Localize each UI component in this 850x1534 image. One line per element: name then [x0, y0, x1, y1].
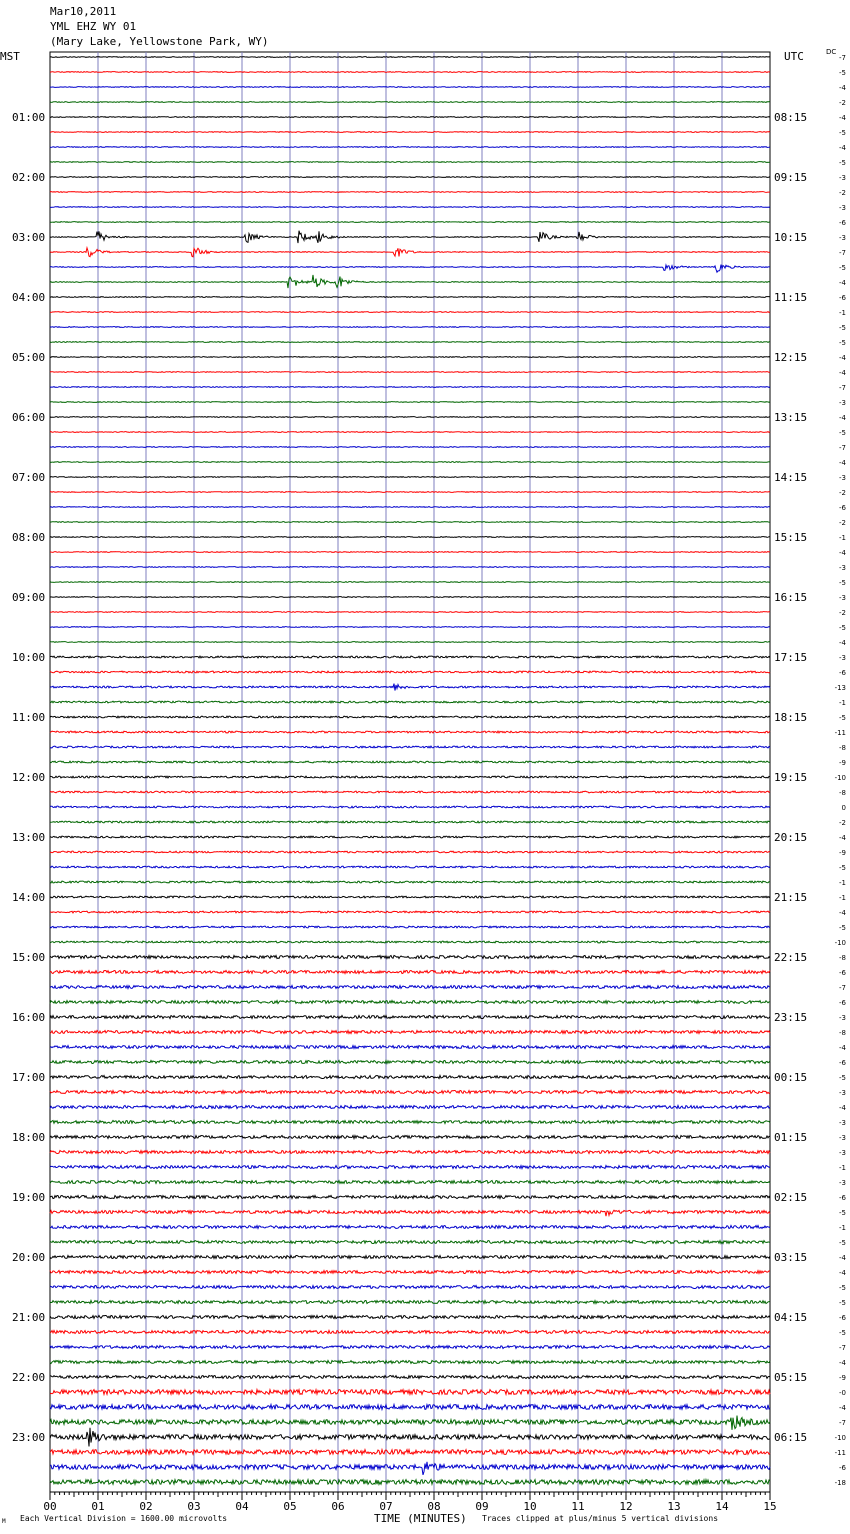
utc-hour-label: 15:15 [774, 531, 808, 544]
dc-offset-label: -2 [839, 819, 846, 827]
seismic-trace [50, 387, 770, 388]
dc-offset-label: -5 [839, 1074, 846, 1082]
seismic-trace [50, 656, 770, 658]
seismic-trace [50, 417, 770, 418]
dc-offset-label: -4 [839, 114, 846, 122]
seismic-trace [50, 275, 770, 288]
mst-hour-label: 05:00 [12, 351, 46, 364]
seismic-trace [50, 716, 770, 718]
dc-offset-label: -5 [839, 339, 846, 347]
dc-offset-label: -4 [839, 1254, 846, 1262]
mst-hour-label: 20:00 [12, 1251, 46, 1264]
seismic-trace [50, 357, 770, 358]
dc-offset-label: -1 [839, 699, 846, 707]
seismic-trace [50, 1331, 770, 1334]
x-tick-label: 14 [715, 1500, 729, 1513]
dc-offset-label: -3 [839, 174, 846, 182]
dc-offset-label: -3 [839, 399, 846, 407]
dc-offset-label: -5 [839, 1209, 846, 1217]
dc-offset-label: -3 [839, 594, 846, 602]
mst-hour-label: 07:00 [12, 471, 46, 484]
seismic-trace [50, 477, 770, 478]
x-tick-label: 08 [427, 1500, 441, 1513]
mst-hour-label: 01:00 [12, 111, 46, 124]
dc-offset-label: -5 [839, 1239, 846, 1247]
seismic-trace [50, 462, 770, 463]
seismic-trace [50, 1091, 770, 1094]
dc-offset-label: -13 [834, 684, 846, 692]
seismic-trace [50, 177, 770, 178]
seismic-trace [50, 1256, 770, 1259]
plot-frame [50, 52, 770, 1492]
seismic-trace [50, 1106, 770, 1109]
seismic-trace [50, 731, 770, 733]
utc-hour-label: 02:15 [774, 1191, 808, 1204]
seismic-trace [50, 1061, 770, 1064]
seismic-trace [50, 567, 770, 568]
utc-hour-label: 16:15 [774, 591, 808, 604]
mst-hour-label: 18:00 [12, 1131, 46, 1144]
dc-offset-label: -5 [839, 1329, 846, 1337]
dc-offset-label: -5 [839, 264, 846, 272]
seismic-trace [50, 312, 770, 313]
dc-offset-label: -1 [839, 309, 846, 317]
dc-offset-label: -4 [839, 1359, 846, 1367]
seismic-trace [50, 956, 770, 959]
mst-hour-label: 10:00 [12, 651, 46, 664]
utc-hour-label: 19:15 [774, 771, 808, 784]
dc-offset-label: -6 [839, 1059, 846, 1067]
mst-hour-label: 03:00 [12, 231, 46, 244]
dc-offset-label: -7 [839, 444, 846, 452]
dc-offset-label: -5 [839, 159, 846, 167]
seismic-trace [50, 248, 770, 257]
dc-offset-label: -5 [839, 324, 846, 332]
seismic-trace [50, 806, 770, 808]
dc-offset-label: -10 [834, 1434, 846, 1442]
seismic-trace [50, 132, 770, 133]
dc-offset-label: -3 [839, 234, 846, 242]
mst-hour-label: 14:00 [12, 891, 46, 904]
seismic-trace [50, 522, 770, 523]
seismic-trace [50, 192, 770, 193]
seismic-trace [50, 1166, 770, 1169]
x-tick-label: 10 [523, 1500, 537, 1513]
seismic-trace [50, 1241, 770, 1244]
utc-hour-label: 09:15 [774, 171, 808, 184]
seismic-trace [50, 941, 770, 943]
dc-offset-label: -4 [839, 459, 846, 467]
seismic-trace [50, 1428, 770, 1447]
seismic-trace [50, 684, 770, 691]
mst-hour-label: 15:00 [12, 951, 46, 964]
dc-offset-label: -6 [839, 504, 846, 512]
seismic-trace [50, 117, 770, 118]
seismic-trace [50, 492, 770, 493]
seismic-trace [50, 1136, 770, 1139]
corner-mark: M [2, 1518, 6, 1525]
seismic-trace [50, 926, 770, 928]
seismic-trace [50, 102, 770, 103]
x-tick-label: 01 [91, 1500, 105, 1513]
seismic-trace [50, 537, 770, 538]
seismic-trace [50, 1301, 770, 1304]
seismic-trace [50, 1016, 770, 1019]
x-axis-title: TIME (MINUTES) [374, 1512, 467, 1525]
seismic-trace [50, 1390, 770, 1395]
dc-offset-label: -6 [839, 1314, 846, 1322]
dc-offset-label: -4 [839, 84, 846, 92]
dc-offset-label: -7 [839, 984, 846, 992]
dc-offset-label: -1 [839, 1224, 846, 1232]
dc-offset-label: -9 [839, 1374, 846, 1382]
seismic-trace [50, 1361, 770, 1364]
dc-offset-label: -5 [839, 1299, 846, 1307]
seismic-trace [50, 222, 770, 223]
mst-hour-label: 16:00 [12, 1011, 46, 1024]
dc-offset-label: -7 [839, 384, 846, 392]
seismic-trace [50, 1046, 770, 1049]
dc-offset-label: -4 [839, 1104, 846, 1112]
seismic-trace [50, 402, 770, 403]
seismic-trace [50, 87, 770, 88]
seismic-trace [50, 162, 770, 163]
dc-label: DC [826, 48, 837, 56]
right-axis-title: UTC [784, 50, 804, 63]
seismic-trace [50, 642, 770, 643]
dc-offset-label: -5 [839, 129, 846, 137]
seismic-trace [50, 836, 770, 838]
seismic-trace [50, 776, 770, 778]
dc-offset-label: -7 [839, 249, 846, 257]
utc-hour-label: 13:15 [774, 411, 808, 424]
dc-offset-label: -5 [839, 924, 846, 932]
seismic-trace [50, 1316, 770, 1319]
seismic-trace [50, 507, 770, 508]
dc-offset-label: -2 [839, 609, 846, 617]
dc-offset-label: -8 [839, 954, 846, 962]
x-tick-label: 02 [139, 1500, 153, 1513]
dc-offset-label: -8 [839, 1029, 846, 1037]
seismic-trace [50, 265, 770, 273]
dc-offset-label: -11 [834, 729, 846, 737]
dc-offset-label: -6 [839, 669, 846, 677]
dc-offset-label: -4 [839, 1044, 846, 1052]
seismic-trace [50, 911, 770, 913]
mst-hour-label: 11:00 [12, 711, 46, 724]
seismic-trace [50, 447, 770, 448]
seismic-trace [50, 1196, 770, 1199]
dc-offset-label: -5 [839, 1284, 846, 1292]
seismic-trace [50, 746, 770, 748]
clip-note: Traces clipped at plus/minus 5 vertical divisions [482, 1514, 719, 1523]
seismic-trace [50, 1346, 770, 1349]
seismic-trace [50, 342, 770, 343]
record-date: Mar10,2011 [50, 5, 117, 18]
dc-offset-label: -6 [839, 294, 846, 302]
mst-hour-label: 08:00 [12, 531, 46, 544]
mst-hour-label: 21:00 [12, 1311, 46, 1324]
dc-offset-label: -10 [834, 774, 846, 782]
dc-offset-label: -7 [839, 54, 846, 62]
dc-offset-label: -6 [839, 999, 846, 1007]
seismic-trace [50, 1151, 770, 1154]
seismic-trace [50, 1480, 770, 1485]
seismic-trace [50, 72, 770, 73]
seismic-trace [50, 821, 770, 823]
dc-offset-label: -6 [839, 1464, 846, 1472]
dc-offset-label: -4 [839, 909, 846, 917]
dc-offset-label: -4 [839, 369, 846, 377]
left-axis-title: MST [0, 50, 20, 63]
utc-hour-label: 11:15 [774, 291, 808, 304]
x-tick-label: 11 [571, 1500, 585, 1513]
x-tick-label: 05 [283, 1500, 297, 1513]
seismic-trace [50, 896, 770, 898]
dc-offset-label: -4 [839, 414, 846, 422]
utc-hour-label: 03:15 [774, 1251, 808, 1264]
mst-hour-label: 02:00 [12, 171, 46, 184]
dc-offset-label: -5 [839, 624, 846, 632]
mst-hour-label: 13:00 [12, 831, 46, 844]
seismic-trace [50, 1416, 770, 1430]
dc-offset-label: -1 [839, 894, 846, 902]
mst-hour-label: 23:00 [12, 1431, 46, 1444]
dc-offset-label: -4 [839, 1269, 846, 1277]
seismic-trace [50, 1226, 770, 1229]
dc-offset-label: -5 [839, 69, 846, 77]
utc-hour-label: 04:15 [774, 1311, 808, 1324]
dc-offset-label: -7 [839, 1419, 846, 1427]
dc-offset-label: -3 [839, 1119, 846, 1127]
x-tick-label: 13 [667, 1500, 681, 1513]
utc-hour-label: 22:15 [774, 951, 808, 964]
seismic-trace [50, 582, 770, 583]
seismic-trace [50, 851, 770, 853]
seismic-trace [50, 1076, 770, 1079]
seismic-trace [50, 761, 770, 763]
dc-offset-label: -4 [839, 834, 846, 842]
dc-offset-label: -6 [839, 969, 846, 977]
seismic-trace [50, 971, 770, 974]
utc-hour-label: 10:15 [774, 231, 808, 244]
dc-offset-label: -3 [839, 1179, 846, 1187]
mst-hour-label: 09:00 [12, 591, 46, 604]
seismic-trace [50, 1181, 770, 1184]
seismic-trace [50, 701, 770, 703]
station-location: (Mary Lake, Yellowstone Park, WY) [50, 35, 269, 48]
dc-offset-label: -2 [839, 189, 846, 197]
dc-offset-label: -5 [839, 714, 846, 722]
dc-offset-label: -11 [834, 1449, 846, 1457]
seismic-trace [50, 597, 770, 598]
seismic-trace [50, 627, 770, 628]
seismic-trace [50, 1376, 770, 1379]
mst-hour-label: 19:00 [12, 1191, 46, 1204]
dc-offset-label: -3 [839, 1014, 846, 1022]
dc-offset-label: -3 [839, 564, 846, 572]
dc-offset-label: -4 [839, 639, 846, 647]
seismic-trace [50, 147, 770, 148]
dc-offset-label: -18 [834, 1479, 846, 1487]
utc-hour-label: 18:15 [774, 711, 808, 724]
x-tick-label: 07 [379, 1500, 393, 1513]
mst-hour-label: 06:00 [12, 411, 46, 424]
seismic-trace [50, 432, 770, 433]
mst-hour-label: 22:00 [12, 1371, 46, 1384]
x-tick-label: 12 [619, 1500, 633, 1513]
dc-offset-label: -2 [839, 489, 846, 497]
mst-hour-label: 17:00 [12, 1071, 46, 1084]
seismic-trace [50, 372, 770, 373]
dc-offset-label: -4 [839, 1404, 846, 1412]
seismic-trace [50, 866, 770, 868]
utc-hour-label: 00:15 [774, 1071, 808, 1084]
seismic-trace [50, 1001, 770, 1004]
seismic-trace [50, 1286, 770, 1289]
dc-offset-label: -10 [834, 939, 846, 947]
dc-offset-label: -1 [839, 879, 846, 887]
dc-offset-label: -3 [839, 1089, 846, 1097]
dc-offset-label: -5 [839, 864, 846, 872]
seismic-trace [50, 57, 770, 58]
seismic-trace [50, 1271, 770, 1274]
utc-hour-label: 21:15 [774, 891, 808, 904]
utc-hour-label: 23:15 [774, 1011, 808, 1024]
seismic-trace [50, 1031, 770, 1034]
x-tick-label: 00 [43, 1500, 57, 1513]
dc-offset-label: -1 [839, 1164, 846, 1172]
x-tick-label: 09 [475, 1500, 489, 1513]
dc-offset-label: -8 [839, 744, 846, 752]
utc-hour-label: 17:15 [774, 651, 808, 664]
dc-offset-label: -2 [839, 519, 846, 527]
dc-offset-label: -5 [839, 429, 846, 437]
dc-offset-label: -0 [839, 1389, 846, 1397]
x-tick-label: 04 [235, 1500, 249, 1513]
dc-offset-label: -9 [839, 759, 846, 767]
utc-hour-label: 01:15 [774, 1131, 808, 1144]
seismic-trace [50, 612, 770, 613]
seismic-trace [50, 327, 770, 328]
seismic-trace [50, 1405, 770, 1410]
utc-hour-label: 20:15 [774, 831, 808, 844]
dc-offset-label: -4 [839, 279, 846, 287]
dc-offset-label: -3 [839, 474, 846, 482]
utc-hour-label: 06:15 [774, 1431, 808, 1444]
x-tick-label: 15 [763, 1500, 777, 1513]
seismic-trace [50, 552, 770, 553]
dc-offset-label: -7 [839, 1344, 846, 1352]
mst-hour-label: 04:00 [12, 291, 46, 304]
seismic-trace [50, 1450, 770, 1455]
mst-hour-label: 12:00 [12, 771, 46, 784]
dc-offset-label: -4 [839, 144, 846, 152]
dc-offset-label: -9 [839, 849, 846, 857]
dc-offset-label: -4 [839, 354, 846, 362]
seismic-trace [50, 231, 770, 243]
dc-offset-label: -3 [839, 204, 846, 212]
x-tick-label: 06 [331, 1500, 345, 1513]
dc-offset-label: -6 [839, 219, 846, 227]
utc-hour-label: 14:15 [774, 471, 808, 484]
seismic-trace [50, 1121, 770, 1124]
seismic-trace [50, 881, 770, 883]
utc-hour-label: 08:15 [774, 111, 808, 124]
dc-offset-label: -5 [839, 579, 846, 587]
dc-offset-label: -3 [839, 1149, 846, 1157]
dc-offset-label: -3 [839, 654, 846, 662]
utc-hour-label: 12:15 [774, 351, 808, 364]
dc-offset-label: -8 [839, 789, 846, 797]
seismic-trace [50, 671, 770, 673]
dc-offset-label: -4 [839, 549, 846, 557]
seismic-trace [50, 1210, 770, 1216]
dc-offset-label: -6 [839, 1194, 846, 1202]
utc-hour-label: 05:15 [774, 1371, 808, 1384]
scale-note: Each Vertical Division = 1600.00 microvolts [20, 1514, 228, 1523]
dc-offset-label: 0 [841, 804, 846, 812]
seismic-trace [50, 207, 770, 208]
dc-offset-label: -1 [839, 534, 846, 542]
seismic-trace [50, 986, 770, 989]
dc-offset-label: -3 [839, 1134, 846, 1142]
x-tick-label: 03 [187, 1500, 201, 1513]
seismic-trace [50, 791, 770, 793]
channel-name: YML EHZ WY 01 [50, 20, 137, 33]
seismic-trace [50, 297, 770, 298]
dc-offset-label: -2 [839, 99, 846, 107]
seismic-trace [50, 1462, 770, 1475]
